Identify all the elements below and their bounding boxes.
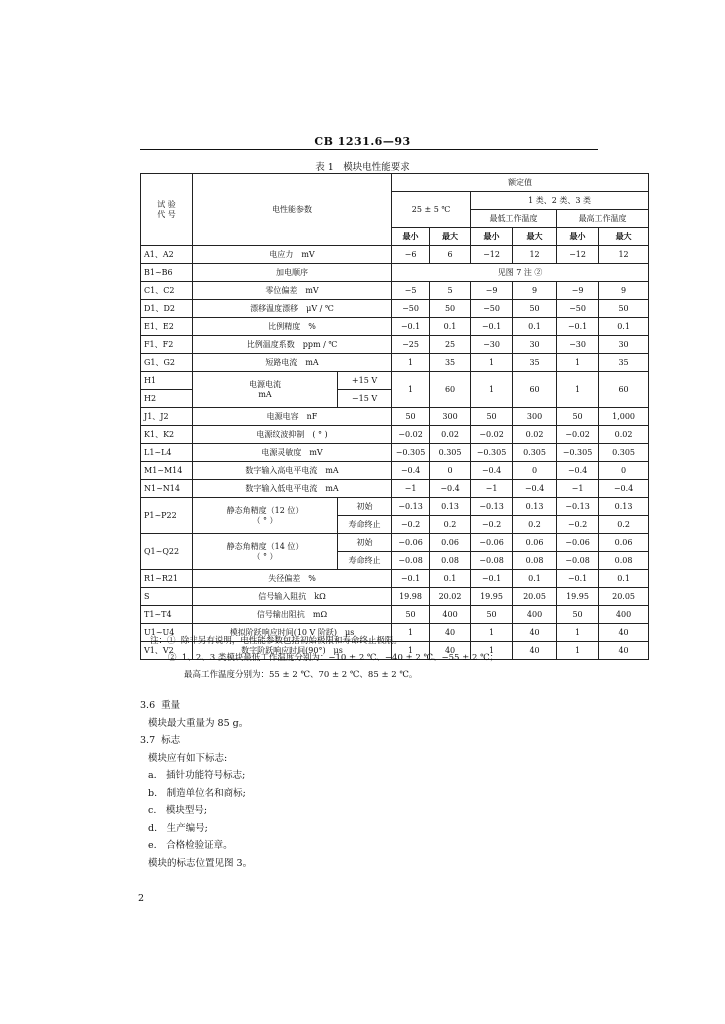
value-cell: −0.06 [471,534,513,552]
row-code: C1、C2 [141,282,193,300]
value-cell: −0.4 [513,480,557,498]
value-cell: −30 [471,336,513,354]
header-max: 最大 [513,228,557,246]
value-cell: 0.02 [513,426,557,444]
value-cell: −0.08 [471,552,513,570]
value-cell: −30 [557,336,599,354]
value-cell: 50 [430,300,471,318]
row-param: 信号输入阻抗 kΩ [193,588,392,606]
value-cell: −0.06 [557,534,599,552]
value-cell: 0.2 [430,516,471,534]
value-cell: 50 [392,606,430,624]
header-max-temp: 最高工作温度 [557,210,649,228]
value-cell: 0.305 [513,444,557,462]
row-subparam: 寿命终止 [338,552,392,570]
value-cell: 1 [557,624,599,642]
row-param: 失径偏差 % [193,570,392,588]
value-cell: 0.06 [599,534,649,552]
value-cell: −0.4 [392,462,430,480]
header-specified: 额定值 [392,174,649,192]
row-subparam: 寿命终止 [338,516,392,534]
row-code: P1~P22 [141,498,193,534]
value-cell: 400 [599,606,649,624]
value-cell: 19.98 [392,588,430,606]
value-cell: −0.305 [392,444,430,462]
value-cell: 1 [557,642,599,660]
value-cell: −0.1 [557,570,599,588]
value-cell: −0.2 [471,516,513,534]
value-cell: 300 [513,408,557,426]
header-code: 试 验 代 号 [141,174,193,246]
header-rule [140,149,598,150]
param-unit: （ ° ） [252,515,278,525]
value-cell: 0.1 [599,570,649,588]
row-param: 数字输入高电平电流 mA [193,462,392,480]
note-2: 1、2、3 类模块最低工作温度分别为：−10 ± 2 ℃、−40 ± 2 ℃、−55 ± 2 ℃； [181,653,499,663]
row-code: R1~R21 [141,570,193,588]
section-number: 3.7 [140,735,156,746]
table-row [141,606,649,624]
value-cell: −0.4 [599,480,649,498]
value-cell: −0.1 [392,318,430,336]
value-cell: −0.08 [557,552,599,570]
row-param: 漂移温度漂移 μV / ℃ [193,300,392,318]
value-cell: 0.2 [513,516,557,534]
table-row [141,282,649,300]
row-param: 加电顺序 [193,264,392,282]
value-cell: 0 [513,462,557,480]
table-row [141,426,649,444]
value-cell: −25 [392,336,430,354]
row-subparam: −15 V [338,390,392,408]
header-min: 最小 [471,228,513,246]
value-cell: 0.13 [599,498,649,516]
value-cell: 0.06 [430,534,471,552]
value-cell: 0.08 [599,552,649,570]
row-code: J1、J2 [141,408,193,426]
note-1: 除非另有说明，电性能参数包括初始极限和寿命终止极限。 [180,636,402,646]
value-cell: 1 [392,354,430,372]
value-cell: 0.13 [513,498,557,516]
note-2b: 最高工作温度分别为：55 ± 2 ℃、70 ± 2 ℃、85 ± 2 ℃。 [184,670,418,680]
value-cell: 0.305 [430,444,471,462]
value-cell: 0.2 [599,516,649,534]
row-param: 信号输出阻抗 mΩ [193,606,392,624]
value-cell: 20.05 [599,588,649,606]
value-cell: −0.2 [392,516,430,534]
value-cell: 0.1 [513,570,557,588]
row-code: L1~L4 [141,444,193,462]
value-cell: 0 [430,462,471,480]
row-param: 电源灵敏度 mV [193,444,392,462]
value-cell: 5 [430,282,471,300]
param-unit: mA [258,389,272,399]
header-param: 电性能参数 [193,174,392,246]
header-max: 最大 [430,228,471,246]
list-item: e. 合格检验证章。 [148,840,233,851]
value-cell: 12 [513,246,557,264]
value-cell: −50 [392,300,430,318]
header-room-temp: 25 ± 5 ℃ [392,192,471,228]
section-outro: 模块的标志位置见图 3。 [148,857,253,869]
section-number: 3.6 [140,700,156,711]
header-min: 最小 [557,228,599,246]
value-cell: −9 [471,282,513,300]
value-cell: 50 [513,300,557,318]
value-cell: 12 [599,246,649,264]
row-code: B1~B6 [141,264,193,282]
header-classes: 1 类、2 类、3 类 [471,192,649,210]
value-cell: −0.4 [430,480,471,498]
row-code: V1、V2 [141,642,193,660]
note-label: ② [168,653,177,663]
table-row [141,336,649,354]
value-cell: 40 [599,624,649,642]
value-cell: 35 [599,354,649,372]
value-cell: 19.95 [557,588,599,606]
value-cell: 6 [430,246,471,264]
row-code: H1 [141,372,193,390]
value-cell: 20.02 [430,588,471,606]
value-cell: 50 [471,408,513,426]
note-label: 注：① [150,636,176,646]
value-cell: −9 [557,282,599,300]
value-cell: −0.4 [557,462,599,480]
value-cell: 0.06 [513,534,557,552]
row-param [193,372,338,408]
value-cell: 0.1 [599,318,649,336]
value-cell: 1 [392,372,430,408]
value-cell: 1 [557,372,599,408]
value-cell: 20.05 [513,588,557,606]
row-param [193,534,338,570]
row-param: 数字输入低电平电流 mA [193,480,392,498]
param-unit: （ ° ） [252,551,278,561]
row-param: 比例精度 % [193,318,392,336]
value-cell: 50 [557,408,599,426]
param-label: 电源电流 [249,380,281,390]
section-intro: 模块应有如下标志: [148,752,228,764]
value-cell: 0.13 [430,498,471,516]
row-subparam: 初始 [338,498,392,516]
table-row [141,462,649,480]
value-cell: 60 [599,372,649,408]
value-cell: 30 [513,336,557,354]
row-code: T1~T4 [141,606,193,624]
list-item: d. 生产编号; [148,822,208,834]
value-cell: 40 [430,642,471,660]
value-cell: 400 [513,606,557,624]
row-code: M1~M14 [141,462,193,480]
row-merged-value: 见图 7 注 ② [392,264,649,282]
table-row [141,480,649,498]
value-cell: 40 [430,624,471,642]
value-cell: 1,000 [599,408,649,426]
value-cell: 40 [599,642,649,660]
value-cell: −0.02 [392,426,430,444]
value-cell: 9 [513,282,557,300]
value-cell: 1 [392,642,430,660]
param-label: 静态角精度（12 位） [226,506,304,516]
value-cell: −0.02 [557,426,599,444]
row-code: U1~U4 [141,624,193,642]
value-cell: 0.08 [513,552,557,570]
value-cell: −50 [471,300,513,318]
value-cell: 0 [599,462,649,480]
value-cell: −12 [557,246,599,264]
value-cell: −0.1 [471,318,513,336]
value-cell: −0.02 [471,426,513,444]
value-cell: 50 [471,606,513,624]
row-param: 比例温度系数 ppm / ℃ [193,336,392,354]
row-code: K1、K2 [141,426,193,444]
list-item: a. 插针功能符号标志; [148,770,246,781]
table-row [141,534,649,552]
row-code: N1~N14 [141,480,193,498]
value-cell: 50 [557,606,599,624]
value-cell: −0.4 [471,462,513,480]
value-cell: 0.1 [513,318,557,336]
section-body: 模块最大重量为 85 g。 [148,717,249,729]
value-cell: 0.305 [599,444,649,462]
row-subparam: 初始 [338,534,392,552]
value-cell: −0.305 [471,444,513,462]
header-max: 最大 [599,228,649,246]
row-code: S [141,588,193,606]
table-row [141,588,649,606]
table-row [141,300,649,318]
table-row [141,372,649,390]
value-cell: −0.13 [471,498,513,516]
list-item: c. 模块型号; [148,805,208,816]
value-cell: −5 [392,282,430,300]
value-cell: 400 [430,606,471,624]
value-cell: 0.02 [599,426,649,444]
row-code: F1、F2 [141,336,193,354]
row-param: 数字阶跃响应时间(90°) μs [193,642,392,660]
section-title: 标志 [161,735,181,746]
value-cell: −0.1 [471,570,513,588]
row-code: E1、E2 [141,318,193,336]
value-cell: 60 [513,372,557,408]
value-cell: 1 [471,624,513,642]
value-cell: 300 [430,408,471,426]
value-cell: −1 [471,480,513,498]
value-cell: 35 [430,354,471,372]
table-row [141,444,649,462]
value-cell: 1 [471,354,513,372]
value-cell: −0.1 [557,318,599,336]
header-min: 最小 [392,228,430,246]
table-row [141,246,649,264]
value-cell: 0.02 [430,426,471,444]
value-cell: 9 [599,282,649,300]
value-cell: 1 [557,354,599,372]
row-code: H2 [141,390,193,408]
value-cell: 0.1 [430,318,471,336]
value-cell: 19.95 [471,588,513,606]
value-cell: 50 [599,300,649,318]
section-3-6 [140,697,248,732]
value-cell: −12 [471,246,513,264]
table-caption: 表 1 模块电性能要求 [315,162,410,173]
value-cell: 1 [471,372,513,408]
value-cell: 40 [513,624,557,642]
electrical-spec-table [140,173,649,660]
value-cell: 35 [513,354,557,372]
value-cell: 0.1 [430,570,471,588]
row-code: G1、G2 [141,354,193,372]
value-cell: 30 [599,336,649,354]
value-cell: 1 [392,624,430,642]
value-cell: −0.305 [557,444,599,462]
row-param: 零位偏差 mV [193,282,392,300]
row-param: 电源纹波抑制 ( ° ) [193,426,392,444]
page-number: 2 [138,893,145,904]
row-code: A1、A2 [141,246,193,264]
value-cell: 1 [471,642,513,660]
value-cell: −0.13 [392,498,430,516]
value-cell: 50 [392,408,430,426]
header-min-temp: 最低工作温度 [471,210,557,228]
section-title: 重量 [161,700,181,711]
row-param: 模拟阶跃响应时间(10 V 阶跃) μs [193,624,392,642]
row-subparam: +15 V [338,372,392,390]
table-row [141,354,649,372]
section-3-7 [140,732,252,872]
value-cell: −1 [557,480,599,498]
row-param: 电应力 mV [193,246,392,264]
value-cell: 40 [513,642,557,660]
value-cell: −0.06 [392,534,430,552]
row-code: Q1~Q22 [141,534,193,570]
row-param [193,498,338,534]
value-cell: −0.08 [392,552,430,570]
value-cell: −0.1 [392,570,430,588]
value-cell: 60 [430,372,471,408]
value-cell: −50 [557,300,599,318]
standard-number: CB 1231.6—93 [314,135,411,148]
table-row [141,498,649,516]
value-cell: −0.13 [557,498,599,516]
value-cell: 25 [430,336,471,354]
param-label: 静态角精度（14 位） [226,542,304,552]
value-cell: −0.2 [557,516,599,534]
row-code: D1、D2 [141,300,193,318]
table-row [141,408,649,426]
row-param: 电源电容 nF [193,408,392,426]
table-notes [150,633,498,684]
table-row [141,264,649,282]
row-param: 短路电流 mA [193,354,392,372]
table-row [141,318,649,336]
value-cell: −6 [392,246,430,264]
table-row [141,570,649,588]
value-cell: 0.08 [430,552,471,570]
list-item: b. 制造单位名和商标; [148,787,246,799]
value-cell: −1 [392,480,430,498]
